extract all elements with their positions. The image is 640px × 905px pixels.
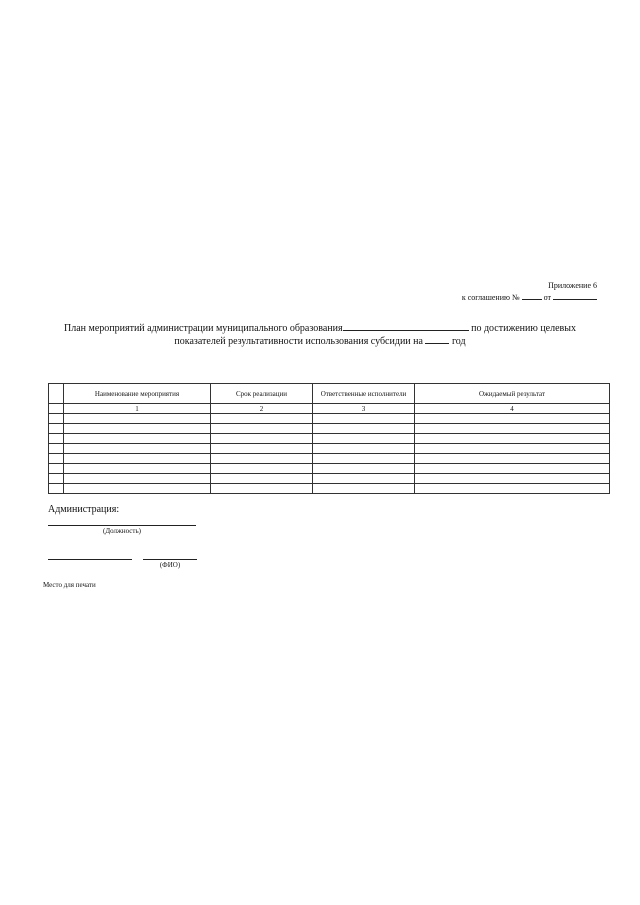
table-row — [49, 484, 610, 494]
table-header-row — [49, 384, 610, 404]
table-row — [49, 474, 610, 484]
number-cell: 2 — [211, 404, 313, 414]
table-row — [49, 444, 610, 454]
position-signature-line — [48, 525, 196, 526]
table-cell — [49, 414, 64, 424]
appendix-header — [462, 280, 597, 303]
table-empty-rows — [49, 414, 610, 494]
header-cell-responsible: Ответственные исполнители — [313, 384, 415, 404]
table-cell — [415, 474, 610, 484]
table-cell — [211, 464, 313, 474]
header-cell-activity: Наименование мероприятия — [64, 384, 211, 404]
title-line-1-suffix: по достижению целевых — [471, 323, 576, 334]
table-cell — [211, 454, 313, 464]
table-cell — [313, 444, 415, 454]
table-cell — [415, 454, 610, 464]
table-cell — [211, 434, 313, 444]
table-cell — [313, 454, 415, 464]
document-title — [45, 322, 595, 348]
number-cell: 4 — [415, 404, 610, 414]
plan-table — [48, 383, 610, 494]
title-line-1 — [45, 322, 595, 335]
name-caption: (ФИО) — [159, 561, 181, 569]
table-cell — [49, 434, 64, 444]
title-line-2-suffix: год — [451, 336, 466, 347]
table-cell — [64, 444, 211, 454]
table-cell — [313, 484, 415, 494]
table-cell — [313, 434, 415, 444]
table-row — [49, 434, 610, 444]
table-cell — [313, 474, 415, 484]
table-cell — [211, 484, 313, 494]
table-cell — [64, 434, 211, 444]
table-cell — [49, 424, 64, 434]
table-cell — [415, 464, 610, 474]
number-cell: 1 — [64, 404, 211, 414]
table-cell — [64, 414, 211, 424]
header-cell-index — [49, 384, 64, 404]
table-cell — [211, 424, 313, 434]
table-cell — [313, 464, 415, 474]
table-number-row — [49, 404, 610, 414]
table-cell — [313, 424, 415, 434]
title-line-2 — [45, 335, 595, 348]
title-line-2-prefix: показателей результативности использования субсидии на — [174, 336, 423, 347]
table-row — [49, 424, 610, 434]
table-cell — [64, 474, 211, 484]
table-cell — [49, 454, 64, 464]
administration-label: Администрация: — [48, 504, 120, 515]
table-cell — [64, 424, 211, 434]
title-line-1-prefix: План мероприятий администрации муниципального образования — [64, 323, 343, 334]
table-cell — [415, 484, 610, 494]
table-cell — [64, 454, 211, 464]
position-caption: (Должность) — [103, 527, 141, 535]
table-row — [49, 414, 610, 424]
municipality-blank — [343, 322, 469, 331]
table-cell — [415, 414, 610, 424]
agreement-prefix: к соглашению № — [461, 293, 520, 302]
year-blank — [425, 335, 449, 344]
name-signature-line — [143, 559, 197, 560]
table-cell — [211, 444, 313, 454]
table-cell — [49, 484, 64, 494]
header-cell-deadline: Срок реализации — [211, 384, 313, 404]
table-cell — [49, 464, 64, 474]
signature-line — [48, 559, 132, 560]
stamp-place-label: Место для печати — [43, 581, 96, 589]
number-cell — [49, 404, 64, 414]
table-row — [49, 454, 610, 464]
table-cell — [211, 474, 313, 484]
table-cell — [49, 444, 64, 454]
table-cell — [64, 484, 211, 494]
table-cell — [415, 424, 610, 434]
table-cell — [415, 434, 610, 444]
table-cell — [415, 444, 610, 454]
agreement-date-prefix: от — [543, 293, 551, 302]
table-cell — [313, 414, 415, 424]
table-row — [49, 464, 610, 474]
header-cell-result: Ожидаемый результат — [415, 384, 610, 404]
table-cell — [49, 474, 64, 484]
agreement-number-blank — [522, 291, 542, 300]
number-cell: 3 — [313, 404, 415, 414]
table-cell — [64, 464, 211, 474]
appendix-title: Приложение 6 — [548, 281, 597, 290]
agreement-date-blank — [553, 291, 597, 300]
appendix-agreement-line — [462, 291, 597, 303]
table-cell — [211, 414, 313, 424]
